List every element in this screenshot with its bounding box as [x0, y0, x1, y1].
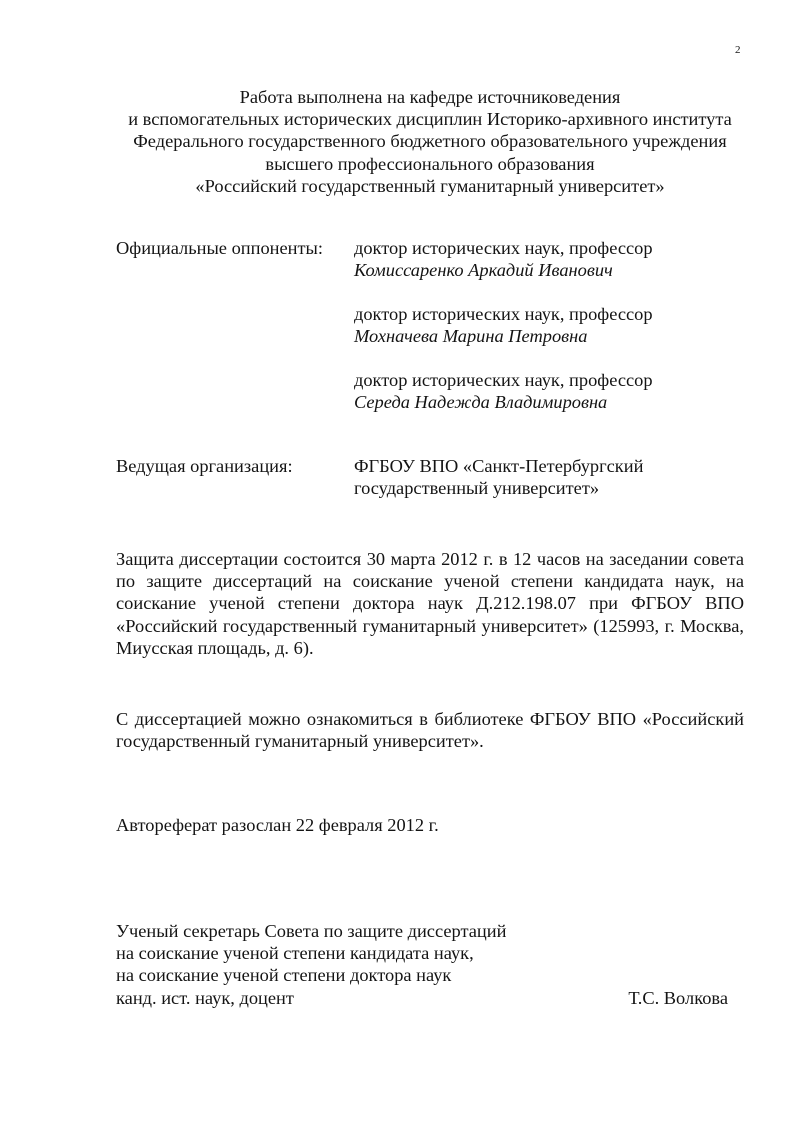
- secretary-line: на соискание ученой степени доктора наук: [116, 965, 452, 986]
- leading-org-line: ФГБОУ ВПО «Санкт-Петербургский: [354, 456, 644, 476]
- opponent-entry: [354, 369, 653, 413]
- header-line: Работа выполнена на кафедре источниковедения: [239, 87, 621, 107]
- opponent-entry: [354, 303, 653, 347]
- library-paragraph: С диссертацией можно ознакомиться в библиотеке ФГБОУ ВПО «Российский государственный гуманитарный университет».: [116, 709, 744, 752]
- secretary-line: канд. ист. наук, доцент: [116, 987, 294, 1008]
- header-line: и вспомогательных исторических дисциплин Историко-архивного института: [128, 109, 732, 130]
- secretary-signature-name: Т.С. Волкова: [628, 987, 728, 1008]
- page-number: 2: [735, 44, 741, 56]
- secretary-block: [116, 920, 728, 1009]
- opponent-name: Мохначева Марина Петровна: [354, 326, 588, 347]
- opponent-degree: доктор исторических наук, профессор: [354, 238, 653, 258]
- opponent-entry: [354, 237, 653, 281]
- header-line: Федерального государственного бюджетного образовательного учреждения: [133, 131, 727, 152]
- opponent-name: Комиссаренко Аркадий Иванович: [354, 260, 613, 281]
- header-line: высшего профессионального образования: [265, 153, 595, 174]
- leading-org-line: государственный университет»: [354, 478, 600, 499]
- leading-org-value: [354, 455, 643, 499]
- abstract-sent-line: Автореферат разослан 22 февраля 2012 г.: [116, 815, 439, 835]
- opponent-degree: доктор исторических наук, профессор: [354, 304, 653, 324]
- defense-paragraph: Защита диссертации состоится 30 марта 2012 г. в 12 часов на заседании совета по защите диссертаций на соискание ученой степени кандидата наук, на соискание ученой степени доктора наук Д.212.198.07 при ФГБОУ ВПО «Российский государственный гуманитарный университет» (125993, г. Москва, Миусская площадь, д. 6).: [116, 549, 744, 658]
- secretary-line: на соискание ученой степени кандидата наук,: [116, 943, 474, 964]
- opponents-label: Официальные оппоненты:: [116, 238, 323, 258]
- document-header: [0, 86, 800, 197]
- leading-org-label: Ведущая организация:: [116, 456, 293, 476]
- opponent-name: Середа Надежда Владимировна: [354, 392, 608, 413]
- opponent-degree: доктор исторических наук, профессор: [354, 370, 653, 390]
- secretary-line: Ученый секретарь Совета по защите диссертаций: [116, 921, 507, 941]
- header-line: «Российский государственный гуманитарный университет»: [195, 175, 665, 196]
